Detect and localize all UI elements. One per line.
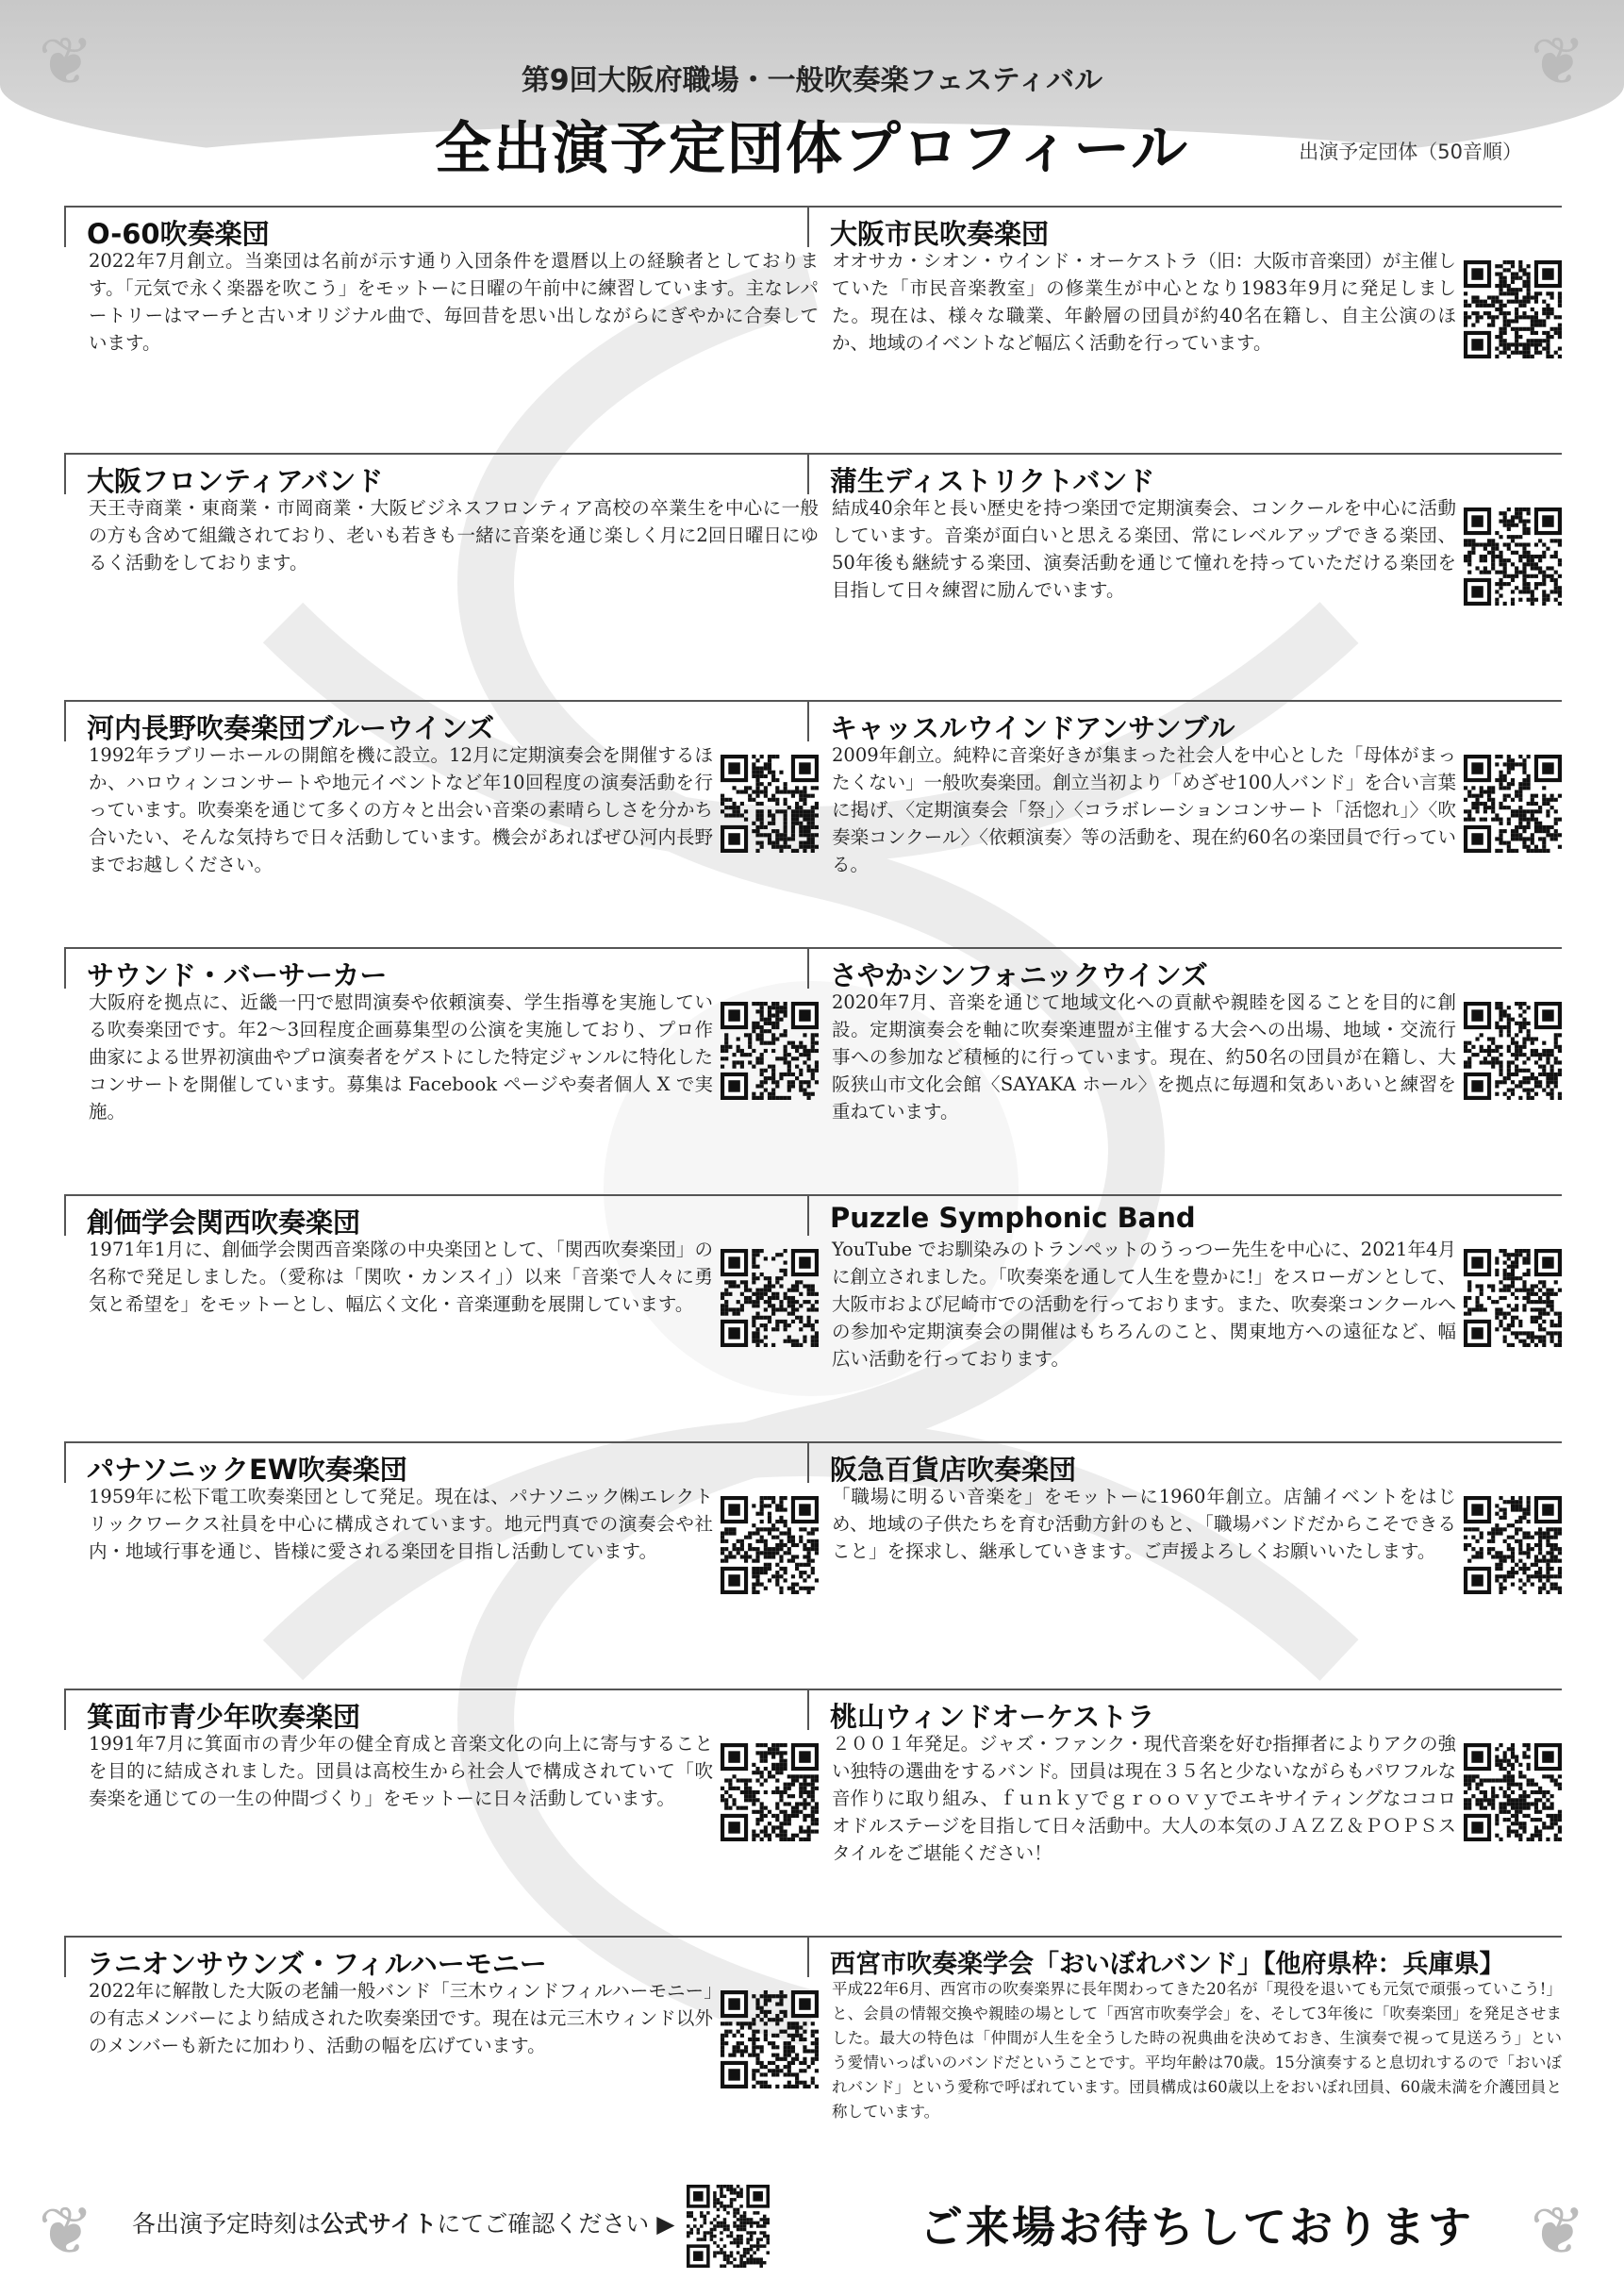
qr-code-icon[interactable]	[721, 1990, 819, 2088]
group-card	[64, 700, 819, 878]
group-card	[807, 1194, 1562, 1373]
group-card	[64, 1441, 819, 1565]
group-description: 1959年に松下電工吹奏楽団として発足。現在は、パナソニック㈱エレクトリックワークス社員を中心に構成されています。地元門真での演奏会や社内・地域行事を通じ、皆様に愛される楽団を目指し活動しています。	[89, 1486, 713, 1562]
qr-code-icon[interactable]	[687, 2185, 770, 2268]
page-subtitle: 第9回大阪府職場・一般吹奏楽フェスティバル	[521, 64, 1103, 97]
order-note: 出演予定団体（50音順）	[1299, 141, 1522, 163]
group-description: 2020年7月、音楽を通じて地域文化への貢献や親睦を図ることを目的に創設。定期演奏会を軸に吹奏楽連盟が主催する大会への出場、地域・交流行事への参加など積極的に行っています。現在、約50名の団員が在籍し、大阪狭山市文化会館〈SAYAKA ホール〉を拠点に毎週和気あいあいと練習を重ねています。	[832, 991, 1456, 1123]
qr-code-icon[interactable]	[1464, 1496, 1562, 1594]
corner-ornament-bottom-right: ❦	[1530, 2192, 1586, 2270]
group-name: 阪急百貨店吹奏楽団	[830, 1454, 1077, 1486]
footer-note	[132, 2205, 674, 2239]
qr-code-icon[interactable]	[1464, 1249, 1562, 1347]
group-card	[64, 1194, 819, 1318]
qr-code-icon[interactable]	[1464, 260, 1562, 358]
page-title: 全出演予定団体プロフィール	[435, 116, 1189, 182]
group-name: 蒲生ディストリクトバンド	[830, 465, 1155, 497]
group-name: Puzzle Symphonic Band	[830, 1202, 1196, 1234]
qr-code-icon[interactable]	[1464, 507, 1562, 606]
group-card	[64, 206, 819, 357]
group-card	[807, 453, 1562, 604]
corner-ornament-bottom-left: ❦	[38, 2192, 94, 2270]
group-card	[807, 947, 1562, 1125]
qr-code-icon[interactable]	[721, 1002, 819, 1100]
group-name: パナソニックEW吹奏楽団	[87, 1454, 407, 1486]
group-card	[807, 1441, 1562, 1565]
group-name: 創価学会関西吹奏楽団	[87, 1206, 361, 1239]
group-name: O-60吹奏楽団	[87, 218, 270, 250]
footer-note-suffix: にてご確認ください ▶	[437, 2210, 675, 2238]
group-name: 箕面市青少年吹奏楽団	[87, 1701, 361, 1733]
group-card	[807, 700, 1562, 878]
group-card	[64, 947, 819, 1125]
group-description: ２００１年発足。ジャズ・ファンク・現代音楽を好む指揮者によりアクの強い独特の選曲をするバンド。団員は現在３５名と少ないながらもパワフルな音作りに取り組み、ｆｕｎｋｙでｇｒｏｏｖｙでエキサイティングなココロオドルステージを目指して日々活動中。大人の本気のＪＡＺＺ＆ＰＯＰＳスタイルをご堪能ください！	[832, 1733, 1456, 1864]
footer-note-prefix: 各出演予定時刻は	[132, 2210, 322, 2238]
closing-message: ご来場お待ちしております	[920, 2202, 1474, 2253]
corner-ornament-top-left: ❦	[38, 23, 94, 100]
qr-code-icon[interactable]	[721, 1496, 819, 1594]
group-description: 平成22年6月、西宮市の吹奏楽界に長年関わってきた20名が「現役を退いても元気で頑張っていこう!」と、会員の情報交換や親睦の場として「西宮市吹奏学会」を、そして3年後に「吹奏楽団」を発足させました。最大の特色は「仲間が人生を全うした時の祝典曲を決めておき、生演奏で視って見送ろう」という愛情いっぱいのバンドだということです。平均年齢は70歳。15分演奏すると息切れするので「おいぼれバンド」という愛称で呼ばれています。団員構成は60歳以上をおいぼれ団員、60歳未満を介護団員と称しています。	[832, 1980, 1562, 2121]
qr-code-icon[interactable]	[721, 755, 819, 853]
group-card	[64, 453, 819, 576]
corner-ornament-top-right: ❦	[1530, 23, 1586, 100]
group-name: 大阪フロンティアバンド	[87, 465, 384, 497]
group-card	[807, 1936, 1562, 2124]
group-name: さやかシンフォニックウインズ	[830, 959, 1208, 991]
group-name: キャッスルウインドアンサンブル	[830, 712, 1235, 744]
group-description: 1971年1月に、創価学会関西音楽隊の中央楽団として、「関西吹奏楽団」の名称で発足しました。（愛称は「関吹・カンスイ」）以来「音楽で人々に勇気と希望を」をモットーとし、幅広く文化・音楽運動を展開しています。	[89, 1239, 713, 1315]
group-name: 河内長野吹奏楽団ブルーウインズ	[87, 712, 495, 744]
group-description: オオサカ・シオン・ウインド・オーケストラ（旧：大阪市音楽団）が主催していた「市民音楽教室」の修業生が中心となり1983年9月に発足しました。現在は、様々な職業、年齢層の団員が約40名在籍し、自主公演のほか、地域のイベントなど幅広く活動を行っています。	[832, 250, 1456, 354]
group-description: 1992年ラブリーホールの開館を機に設立。12月に定期演奏会を開催するほか、ハロウィンコンサートや地元イベントなど年10回程度の演奏活動を行っています。吹奏楽を通じて多くの方々と出会い音楽の素晴らしさを分かち合いたい、そんな気持ちで日々活動しています。機会があればぜひ河内長野までお越しください。	[89, 744, 713, 875]
group-description: 結成40余年と長い歴史を持つ楽団で定期演奏会、コンクールを中心に活動しています。音楽が面白いと思える楽団、常にレベルアップできる楽団、50年後も継続する楽団、演奏活動を通じて憧れを持っていただける楽団を目指して日々練習に励んでいます。	[832, 497, 1456, 601]
qr-code-icon[interactable]	[1464, 755, 1562, 853]
group-description: 2022年7月創立。当楽団は名前が示す通り入団条件を還暦以上の経験者としております。「元気で永く楽器を吹こう」をモットーに日曜の午前中に練習しています。主なレパートリーはマーチと古いオリジナル曲で、毎回昔を思い出しながらにぎやかに合奏しています。	[89, 250, 819, 354]
group-name: 桃山ウィンドオーケストラ	[830, 1701, 1155, 1733]
group-description: 天王寺商業・東商業・市岡商業・大阪ビジネスフロンティア高校の卒業生を中心に一般の方も含めて組織されており、老いも若きも一緒に音楽を通じ楽しく月に2回日曜日にゆるく活動をしております。	[89, 497, 819, 574]
group-card	[807, 1689, 1562, 1867]
group-name: サウンド・バーサーカー	[87, 959, 388, 991]
qr-code-icon[interactable]	[721, 1249, 819, 1347]
qr-code-icon[interactable]	[1464, 1002, 1562, 1100]
group-description: 2009年創立。純粋に音楽好きが集まった社会人を中心とした「母体がまったくない」一般吹奏楽団。創立当初より「めざせ100人バンド」を合い言葉に掲げ、〈定期演奏会「祭」〉〈コラボレーションコンサート「活惚れ」〉〈吹奏楽コンクール〉〈依頼演奏〉等の活動を、現在約60名の楽団員で行っている。	[832, 744, 1456, 875]
group-description: 大阪府を拠点に、近畿一円で慰問演奏や依頼演奏、学生指導を実施している吹奏楽団です。年2～3回程度企画募集型の公演を実施しており、プロ作曲家による世界初演曲やプロ演奏者をゲストにした特定ジャンルに特化したコンサートを開催しています。募集は Facebook ページや奏者個人 X で実施。	[89, 991, 713, 1123]
group-name: ラニオンサウンズ・フィルハーモニー	[87, 1948, 547, 1980]
group-card	[64, 1936, 819, 2059]
group-description: 「職場に明るい音楽を」をモットーに1960年創立。店舗イベントをはじめ、地域の子供たちを育む活動方針のもと、「職場バンドだからこそできること」を探求し、継承していきます。ご声援よろしくお願いいたします。	[832, 1486, 1456, 1562]
group-name: 大阪市民吹奏楽団	[830, 218, 1050, 250]
qr-code-icon[interactable]	[1464, 1743, 1562, 1841]
group-name: 西宮市吹奏楽学会「おいぼれバンド」【他府県枠：兵庫県】	[830, 1950, 1505, 1979]
group-description: 1991年7月に箕面市の青少年の健全育成と音楽文化の向上に寄与することを目的に結成されました。団員は高校生から社会人で構成されていて「吹奏楽を通じての一生の仲間づくり」をモットーに日々活動しています。	[89, 1733, 713, 1809]
group-description: YouTube でお馴染みのトランペットのうっつー先生を中心に、2021年4月に創立されました。「吹奏楽を通して人生を豊かに!」をスローガンとして、大阪市および尼崎市での活動を行っております。また、吹奏楽コンクールへの参加や定期演奏会の開催はもちろんのこと、関東地方への遠征など、幅広い活動を行っております。	[832, 1239, 1456, 1370]
group-card	[64, 1689, 819, 1812]
qr-code-icon[interactable]	[721, 1743, 819, 1841]
group-card	[807, 206, 1562, 357]
page-header	[0, 57, 1624, 185]
group-description: 2022年に解散した大阪の老舗一般バンド「三木ウィンドフィルハーモニー」の有志メンバーにより結成された吹奏楽団です。現在は元三木ウィンド以外のメンバーも新たに加わり、活動の幅を広げています。	[89, 1980, 713, 2056]
official-site-link[interactable]: 公式サイト	[321, 2210, 438, 2238]
